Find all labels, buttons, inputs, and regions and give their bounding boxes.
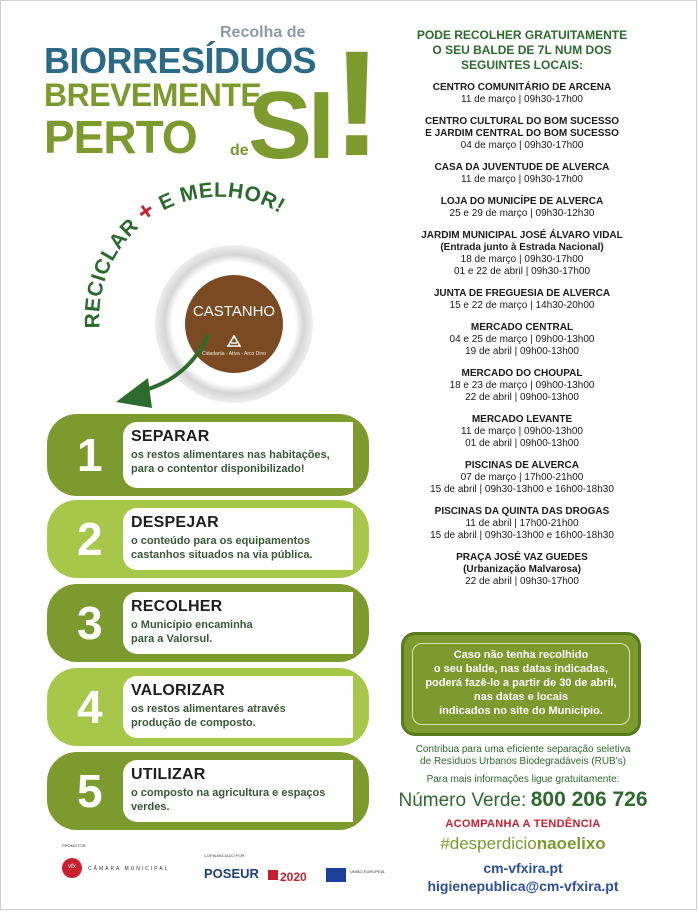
header-exclamation: !	[332, 19, 382, 187]
location-date: 19 de abril | 09h00-13h00	[465, 346, 579, 357]
location-date: 11 de março | 09h00-13h00	[461, 426, 583, 437]
location-date: 11 de março | 09h30-17h00	[461, 94, 583, 105]
step-number: 5	[77, 765, 103, 817]
step-text-panel	[123, 760, 353, 822]
acompanha-label: ACOMPANHA A	[445, 818, 531, 830]
step-desc-line2: para a Valorsul.	[131, 633, 213, 645]
bin-logo-text: Cidadania - Ativa - Arco Dino	[202, 351, 266, 357]
location-item	[398, 288, 646, 312]
step-title: DESPEJAR	[131, 514, 219, 531]
location-item	[398, 196, 646, 220]
location-date: 22 de abril | 09h00-13h00	[465, 392, 579, 403]
location-name: PISCINAS DA QUINTA DAS DROGAS	[434, 506, 610, 517]
numero-verde-value[interactable]: 800 206 726	[530, 788, 648, 811]
location-name: E JARDIM CENTRAL DO BOM SUCESSO	[425, 128, 619, 139]
step-desc-line1: os restos alimentares nas habitações,	[131, 449, 330, 461]
step-text-panel	[123, 508, 353, 570]
numero-verde-label: Número Verde:	[398, 790, 527, 811]
step-desc-line1: o conteúdo para os equipamentos	[131, 535, 311, 547]
location-name: MERCADO DO CHOUPAL	[461, 368, 583, 379]
step-utilizar	[47, 752, 369, 830]
location-date: 18 e 23 de março | 09h00-13h00	[449, 380, 595, 391]
bin-label: CASTANHO	[192, 303, 276, 320]
step-desc-line2: produção de composto.	[131, 717, 256, 729]
cofinanciado-label: COFINANCIADO POR:	[204, 853, 246, 858]
website-link[interactable]: cm-vfxira.pt	[483, 860, 563, 876]
location-date: 22 de abril | 09h30-17h00	[465, 576, 579, 587]
step-desc-line2: verdes.	[131, 801, 170, 813]
contrib-line2: de Resíduos Urbanos Biodegradáveis (RUB's)	[420, 756, 626, 767]
eu-flag-icon	[326, 868, 346, 882]
step-number: 1	[77, 429, 103, 481]
hashtag-part2: naoelixo	[536, 834, 606, 853]
notice-line: Caso não tenha recolhido	[453, 649, 589, 661]
slogan-plus: +	[130, 193, 161, 228]
location-date: 11 de abril | 17h00-21h00	[465, 518, 579, 529]
slogan-melhor: E MELHOR!	[155, 180, 289, 218]
location-date: 01 e 22 de abril | 09h30-17h00	[453, 266, 591, 277]
step-title: SEPARAR	[131, 428, 210, 445]
step-text-panel	[123, 676, 353, 738]
location-name: MERCADO CENTRAL	[470, 322, 574, 333]
email-link[interactable]: higienepublica@cm-vfxira.pt	[427, 878, 619, 894]
step-title: VALORIZAR	[131, 682, 225, 699]
location-date: 15 e 22 de março | 14h30-20h00	[449, 300, 595, 311]
location-date: 15 de abril | 09h30-13h00 e 16h00-18h30	[430, 530, 614, 541]
step-despejar	[47, 500, 369, 578]
location-date: 04 e 25 de março | 09h00-13h00	[449, 334, 595, 345]
camara-text: CÂMARA MUNICIPAL	[88, 866, 170, 872]
heading-line1: PODE RECOLHER GRATUITAMENTE	[416, 28, 628, 42]
step-valorizar	[47, 668, 369, 746]
header-recolha: Recolha de	[220, 24, 306, 41]
tendencia-label: TENDÊNCIA	[533, 818, 601, 830]
location-item	[398, 162, 646, 186]
step-text-panel	[123, 422, 353, 488]
notice-line: nas datas e locais	[473, 691, 569, 703]
location-date: 15 de abril | 09h30-13h00 e 16h00-18h30	[430, 484, 614, 495]
location-item	[398, 116, 646, 152]
locations-list	[398, 82, 646, 598]
location-name: JUNTA DE FREGUESIA DE ALVERCA	[433, 288, 611, 299]
location-item	[398, 82, 646, 106]
step-text-panel	[123, 592, 353, 654]
location-date: 11 de março | 09h30-17h00	[461, 174, 583, 185]
header-brevemente: BREVEMENTE	[44, 77, 262, 113]
location-item	[398, 322, 646, 358]
location-item	[398, 368, 646, 404]
step-title: RECOLHER	[131, 598, 223, 615]
header-de: de	[230, 142, 249, 159]
step-desc-line2: para o contentor disponibilizado!	[131, 463, 305, 475]
location-item	[398, 460, 646, 496]
location-item	[398, 552, 646, 588]
notice-line: o seu balde, nas datas indicadas,	[433, 663, 609, 675]
heading-line3: SEGUINTES LOCAIS:	[460, 58, 583, 72]
location-date: 18 de março | 09h30-17h00	[460, 254, 584, 265]
location-name: PRAÇA JOSÉ VAZ GUEDES	[456, 552, 588, 563]
heading-line2: O SEU BALDE DE 7L NUM DOS	[432, 43, 612, 57]
notice-line: indicados no site do Município.	[439, 705, 603, 717]
location-name: CENTRO COMUNITÁRIO DE ARCENA	[432, 82, 612, 93]
camara-logo-mark: vfx	[68, 864, 76, 870]
p2020-text: 2020	[280, 870, 307, 884]
step-desc-line1: os restos alimentares através	[131, 703, 286, 715]
step-desc-line2: castanhos situados na via pública.	[131, 549, 313, 561]
locations-heading	[398, 28, 646, 73]
hashtag-part1: #desperdicio	[440, 834, 537, 853]
notice-line: poderá fazê-lo a partir de 30 de abril,	[425, 677, 617, 689]
acompanha	[392, 818, 654, 830]
contrib-text	[392, 744, 654, 768]
step-separar	[47, 414, 369, 496]
location-name: CASA DA JUVENTUDE DE ALVERCA	[434, 162, 610, 173]
location-date: 04 de março | 09h30-17h00	[460, 140, 584, 151]
step-number: 4	[77, 681, 103, 733]
location-name: (Urbanização Malvarosa)	[463, 564, 581, 575]
header-si: SI	[248, 72, 331, 179]
portugal-2020-logo	[268, 868, 316, 884]
step-desc-line1: o composto na agricultura e espaços	[131, 787, 326, 799]
hashtag	[392, 834, 654, 854]
curved-arrow-icon	[108, 330, 218, 415]
location-name: MERCADO LEVANTE	[471, 414, 573, 425]
location-item	[398, 506, 646, 542]
step-title: UTILIZAR	[131, 766, 206, 783]
location-name: PISCINAS DE ALVERCA	[465, 460, 579, 471]
camara-logo-icon	[62, 858, 82, 878]
notice-text	[412, 643, 630, 725]
location-name: LOJA DO MUNICÍPE DE ALVERCA	[440, 196, 604, 207]
bin-logo-icon	[227, 335, 241, 347]
step-number: 2	[77, 513, 103, 565]
slogan-reciclar: RECICLAR	[81, 214, 144, 329]
info-text: Para mais informações ligue gratuitamente:	[426, 774, 620, 785]
location-date: 25 e 29 de março | 09h30-12h30	[449, 208, 595, 219]
header-perto: PERTO	[44, 111, 197, 163]
location-item	[398, 230, 646, 278]
step-number: 3	[77, 597, 103, 649]
location-name: JARDIM MUNICIPAL JOSÉ ÁLVARO VIDAL	[421, 230, 623, 241]
contrib-line1: Contribua para uma eficiente separação seletiva	[415, 744, 631, 755]
poseur-logo: POSEUR	[204, 866, 259, 881]
step-recolher	[47, 584, 369, 662]
location-date: 01 de abril | 09h00-13h00	[465, 438, 579, 449]
step-desc-line1: o Município encaminha	[131, 619, 253, 631]
numero-verde	[388, 788, 658, 812]
location-item	[398, 414, 646, 450]
notice-box	[401, 632, 641, 736]
location-name: (Entrada junto à Estrada Nacional)	[440, 242, 604, 253]
eu-text: UNIÃO EUROPEIA	[350, 869, 385, 874]
promotor-label: PROMOTOR:	[62, 843, 87, 848]
header-biorresiduos: BIORRESÍDUOS	[44, 40, 317, 81]
location-name: CENTRO CULTURAL DO BOM SUCESSO	[424, 116, 620, 127]
location-date: 07 de março | 17h00-21h00	[460, 472, 584, 483]
